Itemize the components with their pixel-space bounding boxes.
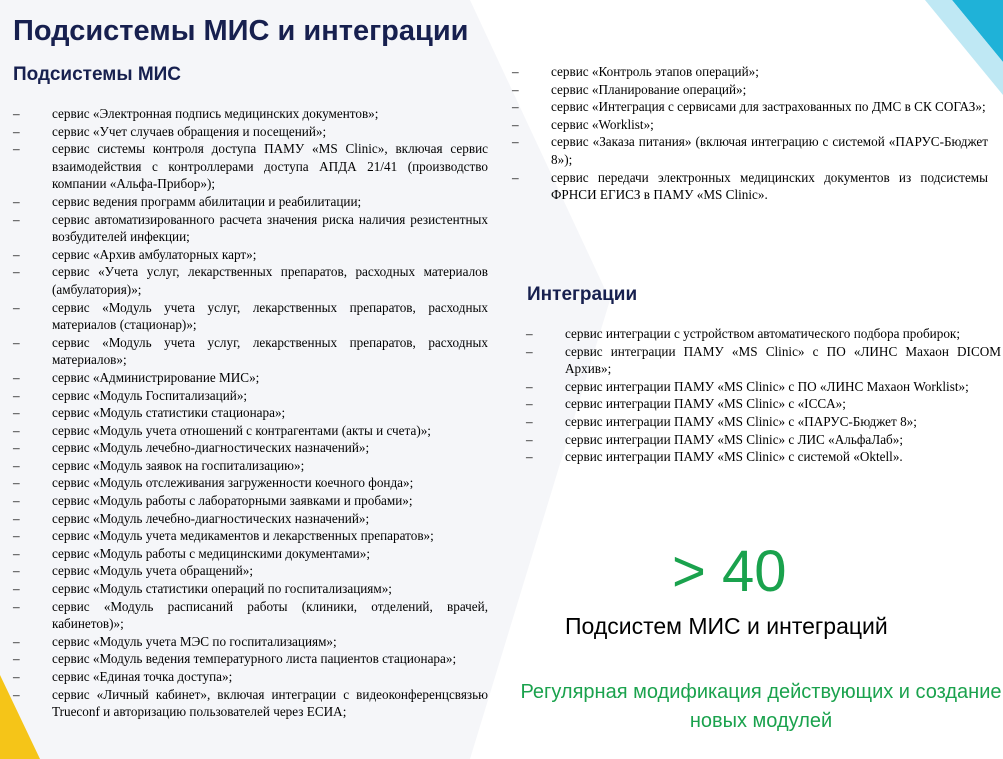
list-item: – сервис «Модуль работы с лабораторными заявками и пробами»; <box>13 492 488 510</box>
list-item: – сервис системы контроля доступа ПАМУ «MS Clinic», включая сервис взаимодействия с контроллерами доступа АПДА 21/41 (производство компании «Альфа-Прибор»); <box>13 140 488 193</box>
mis-heading: Подсистемы МИС <box>13 64 182 85</box>
page-title: Подсистемы МИС и интеграции <box>13 15 469 47</box>
list-item: – сервис «Учет случаев обращения и посещений»; <box>13 123 488 141</box>
list-item: – сервис ведения программ абилитации и реабилитации; <box>13 193 488 211</box>
list-item: – сервис «Модуль учета услуг, лекарственных препаратов, расходных материалов»; <box>13 334 488 369</box>
list-item: – сервис «Модуль учета медикаментов и лекарственных препаратов»; <box>13 527 488 545</box>
list-item: – сервис интеграции ПАМУ «MS Clinic» с системой «Oktell». <box>526 448 1001 466</box>
list-item: – сервис «Worklist»; <box>512 116 988 134</box>
list-item: – сервис «Личный кабинет», включая интеграции с видеоконференцсвязью Trueconf и авторизацию пользователей через ЕСИА; <box>13 686 488 721</box>
list-item: – сервис «Контроль этапов операций»; <box>512 63 988 81</box>
list-item: – сервис интеграции ПАМУ «MS Clinic» с «ICCA»; <box>526 395 1001 413</box>
list-item: – сервис «Модуль лечебно-диагностических назначений»; <box>13 439 488 457</box>
list-item: – сервис интеграции ПАМУ «MS Clinic» с «ПАРУС-Бюджет 8»; <box>526 413 1001 431</box>
list-item: – сервис «Модуль учета отношений с контрагентами (акты и счета)»; <box>13 422 488 440</box>
list-item: – сервис «Планирование операций»; <box>512 81 988 99</box>
mis-list-continued <box>512 63 988 204</box>
list-item: – сервис «Модуль учета услуг, лекарственных препаратов, расходных материалов (стационар)»; <box>13 299 488 334</box>
list-item: – сервис интеграции с устройством автоматического подбора пробирок; <box>526 325 1001 343</box>
list-item: – сервис «Модуль Госпитализаций»; <box>13 387 488 405</box>
list-item: – сервис «Архив амбулаторных карт»; <box>13 246 488 264</box>
list-item: – сервис «Модуль лечебно-диагностических назначений»; <box>13 510 488 528</box>
modification-note: Регулярная модификация действующих и создание новых модулей <box>520 681 1002 732</box>
list-item: – сервис «Интеграция с сервисами для застрахованных по ДМС в СК СОГАЗ»; <box>512 98 988 116</box>
list-item: – сервис интеграции ПАМУ «MS Clinic» с ЛИС «АльфаЛаб»; <box>526 431 1001 449</box>
integrations-list <box>526 325 1001 466</box>
list-item: – сервис интеграции ПАМУ «MS Clinic» с ПО «ЛИНС Махаон DICOM Архив»; <box>526 343 1001 378</box>
list-item: – сервис автоматизированного расчета значения риска наличия резистентных возбудителей инфекции; <box>13 211 488 246</box>
list-item: – сервис передачи электронных медицинских документов из подсистемы ФРНСИ ЕГИСЗ в ПАМУ «MS Clinic». <box>512 169 988 204</box>
list-item: – сервис «Администрирование МИС»; <box>13 369 488 387</box>
mis-list <box>13 105 488 721</box>
list-item: – сервис «Модуль учета МЭС по госпитализациям»; <box>13 633 488 651</box>
list-item: – сервис «Модуль ведения температурного листа пациентов стационара»; <box>13 650 488 668</box>
list-item: – сервис интеграции ПАМУ «MS Clinic» с ПО «ЛИНС Махаон Worklist»; <box>526 378 1001 396</box>
stat-value: > 40 <box>672 539 787 604</box>
stat-caption: Подсистем МИС и интеграций <box>565 613 888 639</box>
list-item: – сервис «Модуль расписаний работы (клиники, отделений, врачей, кабинетов)»; <box>13 598 488 633</box>
list-item: – сервис «Модуль статистики операций по госпитализациям»; <box>13 580 488 598</box>
list-item: – сервис «Заказа питания» (включая интеграцию с системой «ПАРУС-Бюджет 8»); <box>512 133 988 168</box>
list-item: – сервис «Модуль отслеживания загруженности коечного фонда»; <box>13 474 488 492</box>
list-item: – сервис «Модуль учета обращений»; <box>13 562 488 580</box>
list-item: – сервис «Электронная подпись медицинских документов»; <box>13 105 488 123</box>
list-item: – сервис «Единая точка доступа»; <box>13 668 488 686</box>
list-item: – сервис «Модуль работы с медицинскими документами»; <box>13 545 488 563</box>
list-item: – сервис «Модуль статистики стационара»; <box>13 404 488 422</box>
list-item: – сервис «Учета услуг, лекарственных препаратов, расходных материалов (амбулатория)»; <box>13 263 488 298</box>
integrations-heading: Интеграции <box>527 284 638 305</box>
list-item: – сервис «Модуль заявок на госпитализацию»; <box>13 457 488 475</box>
